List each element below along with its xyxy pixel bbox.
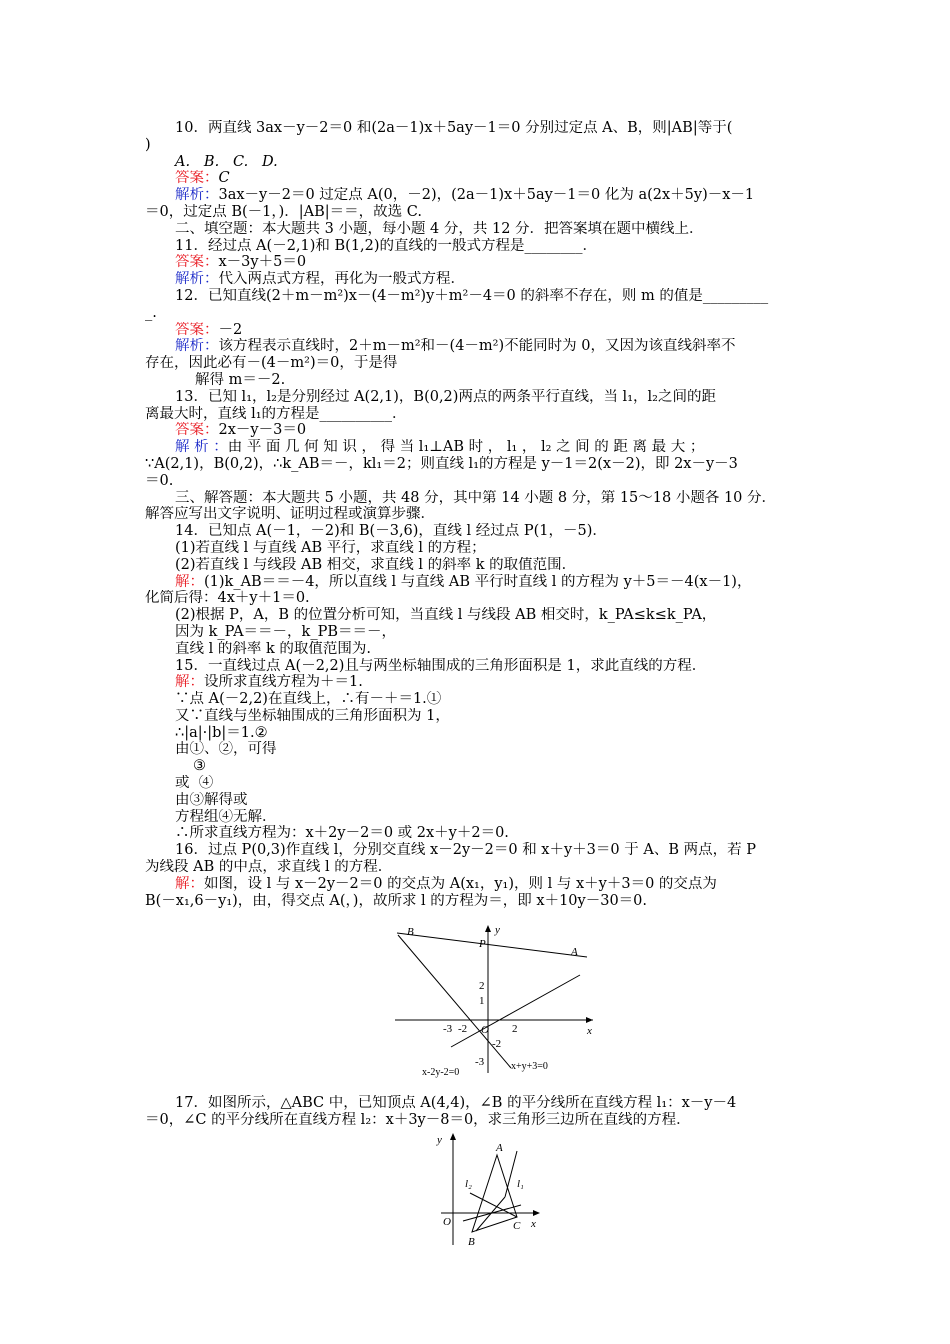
label-O: O <box>481 1024 489 1037</box>
q14-solution-line2: 化简后得：4x＋y＋1＝0. <box>145 590 310 607</box>
line-l2 <box>451 975 580 1047</box>
q16-solution-line1 <box>145 876 810 893</box>
analysis-text: 代入两点式方程，再化为一般式方程． <box>218 271 465 288</box>
solution-label: 解： <box>175 875 204 892</box>
y-axis-arrow <box>485 925 491 932</box>
analysis-text: 该方程表示直线时，2＋m－m²和－(4－m²)不能同时为 0，又因为该直线斜率不 <box>218 338 736 355</box>
triangle-abc <box>472 1155 517 1232</box>
analysis-label: 解 析 ： <box>175 439 228 456</box>
tick-2y: 2 <box>479 980 485 993</box>
label-A: A <box>496 1142 503 1155</box>
q16-solution-line2: B(－x₁,6－y₁)，由，得交点 A(，)，故所求 l 的方程为＝，即 x＋10y－30＝0. <box>145 892 648 909</box>
tick-m2x: -2 <box>458 1023 468 1036</box>
answer-label: 答案： <box>175 170 219 187</box>
q15-solution-line8: 由③解得或 <box>175 791 248 808</box>
label-l1: l₁ <box>517 1178 524 1191</box>
q11-analysis <box>145 271 810 288</box>
q15-solution-line6: ③ <box>193 758 206 775</box>
q15-solution-line5: 由①、②，可得 <box>175 741 277 758</box>
q13-analysis-line2: ∵A(2,1)，B(0,2)，∴k_AB＝－，kl₁＝2；则直线 l₁的方程是 y－1＝2(x－2)，即 2x－y－3 <box>145 455 738 472</box>
solution-text: (1)k_AB＝＝－4，所以直线 l 与直线 AB 平行时直线 l 的方程为 y＋5＝－4(x－1)， <box>204 573 752 590</box>
q14-line2: (1)若直线 l 与直线 AB 平行，求直线 l 的方程； <box>175 539 486 556</box>
solution-text: 设所求直线方程为＋＝1. <box>204 674 363 691</box>
section3-heading-line2: 解答应写出文字说明、证明过程或演算步骤． <box>145 506 435 523</box>
tick-m3y: -3 <box>475 1056 485 1069</box>
answer-label: 答案： <box>175 254 219 271</box>
label-x: x <box>531 1218 536 1231</box>
label-l2: l₂ <box>465 1178 472 1191</box>
solution-label: 解： <box>175 573 204 590</box>
q14-solution-line5: 直线 l 的斜率 k 的取值范围为. <box>175 640 371 657</box>
analysis-text: 3ax－y－2＝0 过定点 A(0，－2)，(2a－1)x＋5ay－1＝0 化为 a(2x＋5y)－x－1 <box>218 187 755 204</box>
line-ab <box>397 933 587 957</box>
label-y: y <box>495 924 500 937</box>
q15-solution-line1 <box>145 674 810 691</box>
answer-value: x－3y＋5＝0 <box>218 254 307 271</box>
q17-line1: 17．如图所示，△ABC 中，已知顶点 A(4,4)，∠B 的平分线所在直线方程 l₁：x－y－4 <box>175 1095 737 1112</box>
q16-figure <box>145 921 810 1081</box>
q10-answer <box>145 170 810 187</box>
q10-options: A. B. C. D. <box>175 153 278 170</box>
q15-solution-line4: ∴|a|·|b|＝1.② <box>175 724 268 741</box>
solution-label: 解： <box>175 674 204 691</box>
q12-answer <box>145 322 810 339</box>
q11-answer <box>145 254 810 271</box>
tick-2x: 2 <box>512 1023 518 1036</box>
label-x: x <box>587 1025 592 1038</box>
q10-analysis-line1 <box>145 187 810 204</box>
q15-solution-line3: 又∵直线与坐标轴围成的三角形面积为 1， <box>175 707 450 724</box>
q12-line2: _. <box>145 304 157 321</box>
answer-label: 答案： <box>175 321 219 338</box>
q17-figure <box>145 1131 810 1249</box>
q14-solution-line3: (2)根据 P，A，B 的位置分析可知，当直线 l 与线段 AB 相交时，k_PA≤k≤k_PA， <box>175 607 717 624</box>
q14-line1: 14．已知点 A(－1，－2)和 B(－3,6)，直线 l 经过点 P(1，－5)． <box>175 523 607 540</box>
q16-line1: 16．过点 P(0,3)作直线 l，分别交直线 x－2y－2＝0 和 x＋y＋3＝0 于 A、B 两点，若 P <box>175 842 756 859</box>
q15-solution-line9: 方程组④无解． <box>175 808 277 825</box>
q13-answer <box>145 422 810 439</box>
y-axis-arrow <box>450 1133 456 1140</box>
answer-value: C <box>218 170 230 187</box>
q14-solution-line1 <box>145 574 810 591</box>
label-B: B <box>468 1236 475 1249</box>
q13-line2: 离最大时，直线 l₁的方程是__________． <box>145 405 407 422</box>
label-O: O <box>443 1216 451 1229</box>
q14-solution-line4: 因为 k_PA＝＝－，k_PB＝＝－， <box>175 623 396 640</box>
tick-1y: 1 <box>479 995 485 1008</box>
x-axis-arrow <box>586 1017 593 1023</box>
q15-solution-line7: 或 ④ <box>175 775 214 792</box>
q11-line1: 11．经过点 A(－2,1)和 B(1,2)的直线的一般式方程是________． <box>175 237 598 254</box>
section3-heading-line1: 三、解答题：本大题共 5 小题，共 48 分，其中第 14 小题 8 分，第 15～18 小题各 10 分． <box>175 489 777 506</box>
label-P: P <box>479 938 486 951</box>
label-y: y <box>437 1134 442 1147</box>
tick-m2y: -2 <box>492 1038 502 1051</box>
q15-solution-line10: ∴所求直线方程为：x＋2y－2＝0 或 2x＋y＋2＝0. <box>175 825 509 842</box>
label-A: A <box>571 946 578 959</box>
label-C: C <box>513 1220 521 1233</box>
line2-label: x+y+3=0 <box>511 1061 548 1073</box>
q12-analysis-line3: 解得 m＝－2. <box>195 371 286 388</box>
q17-line2: ＝0，∠C 的平分线所在直线方程 l₂：x＋3y－8＝0，求三角形三边所在直线的方程． <box>145 1112 691 1129</box>
q12-analysis-line1 <box>145 338 810 355</box>
q14-line3: (2)若直线 l 与线段 AB 相交，求直线 l 的斜率 k 的取值范围． <box>175 556 577 573</box>
q10-analysis-line2: ＝0，过定点 B(－1，)．|AB|＝＝，故选 C. <box>145 203 422 220</box>
q15-line1: 15．一直线过点 A(－2,2)且与两坐标轴围成的三角形面积是 1，求此直线的方程． <box>175 657 707 674</box>
q13-line1: 13．已知 l₁，l₂是分别经过 A(2,1)，B(0,2)两点的两条平行直线，当 l₁，l₂之间的距 <box>175 388 716 405</box>
q10-line2: ) <box>145 136 151 153</box>
q16-line2: 为线段 AB 的中点，求直线 l 的方程． <box>145 859 393 876</box>
section2-heading: 二、填空题：本大题共 3 小题，每小题 4 分，共 12 分．把答案填在题中横线上． <box>175 220 704 237</box>
analysis-label: 解析： <box>175 187 219 204</box>
q12-line1: 12．已知直线(2＋m－m²)x－(4－m²)y＋m²－4＝0 的斜率不存在，则 m 的值是_________ <box>175 287 769 304</box>
analysis-label: 解析： <box>175 338 219 355</box>
line1-label: x-2y-2=0 <box>422 1067 460 1079</box>
solution-text: 如图，设 l 与 x－2y－2＝0 的交点为 A(x₁，y₁)，则 l 与 x＋y＋3＝0 的交点为 <box>204 875 717 892</box>
answer-value: －2 <box>218 321 243 338</box>
q10-line1: 10．两直线 3ax－y－2＝0 和(2a－1)x＋5ay－1＝0 分别过定点 A、B，则|AB|等于( <box>175 120 733 136</box>
q13-analysis-line1 <box>145 439 810 456</box>
label-B: B <box>407 926 414 939</box>
answer-label: 答案： <box>175 422 219 439</box>
q13-analysis-line3: ＝0. <box>145 472 174 489</box>
tick-m3x: -3 <box>443 1023 453 1036</box>
line-l1 <box>505 1151 517 1197</box>
q15-solution-line2: ∵点 A(－2,2)在直线上，∴有－＋＝1.① <box>175 691 442 708</box>
q12-analysis-line2: 存在，因此必有－(4－m²)＝0，于是得 <box>145 355 398 372</box>
analysis-text: 由 平 面 几 何 知 识 ， 得 当 l₁⊥AB 时 ， l₁ ， l₂ 之 间 的 距 离 最 大 ； <box>227 439 705 456</box>
answer-value: 2x－y－3＝0 <box>218 422 307 439</box>
analysis-label: 解析： <box>175 271 219 288</box>
document-page <box>145 120 810 1249</box>
x-axis-arrow <box>533 1210 540 1216</box>
